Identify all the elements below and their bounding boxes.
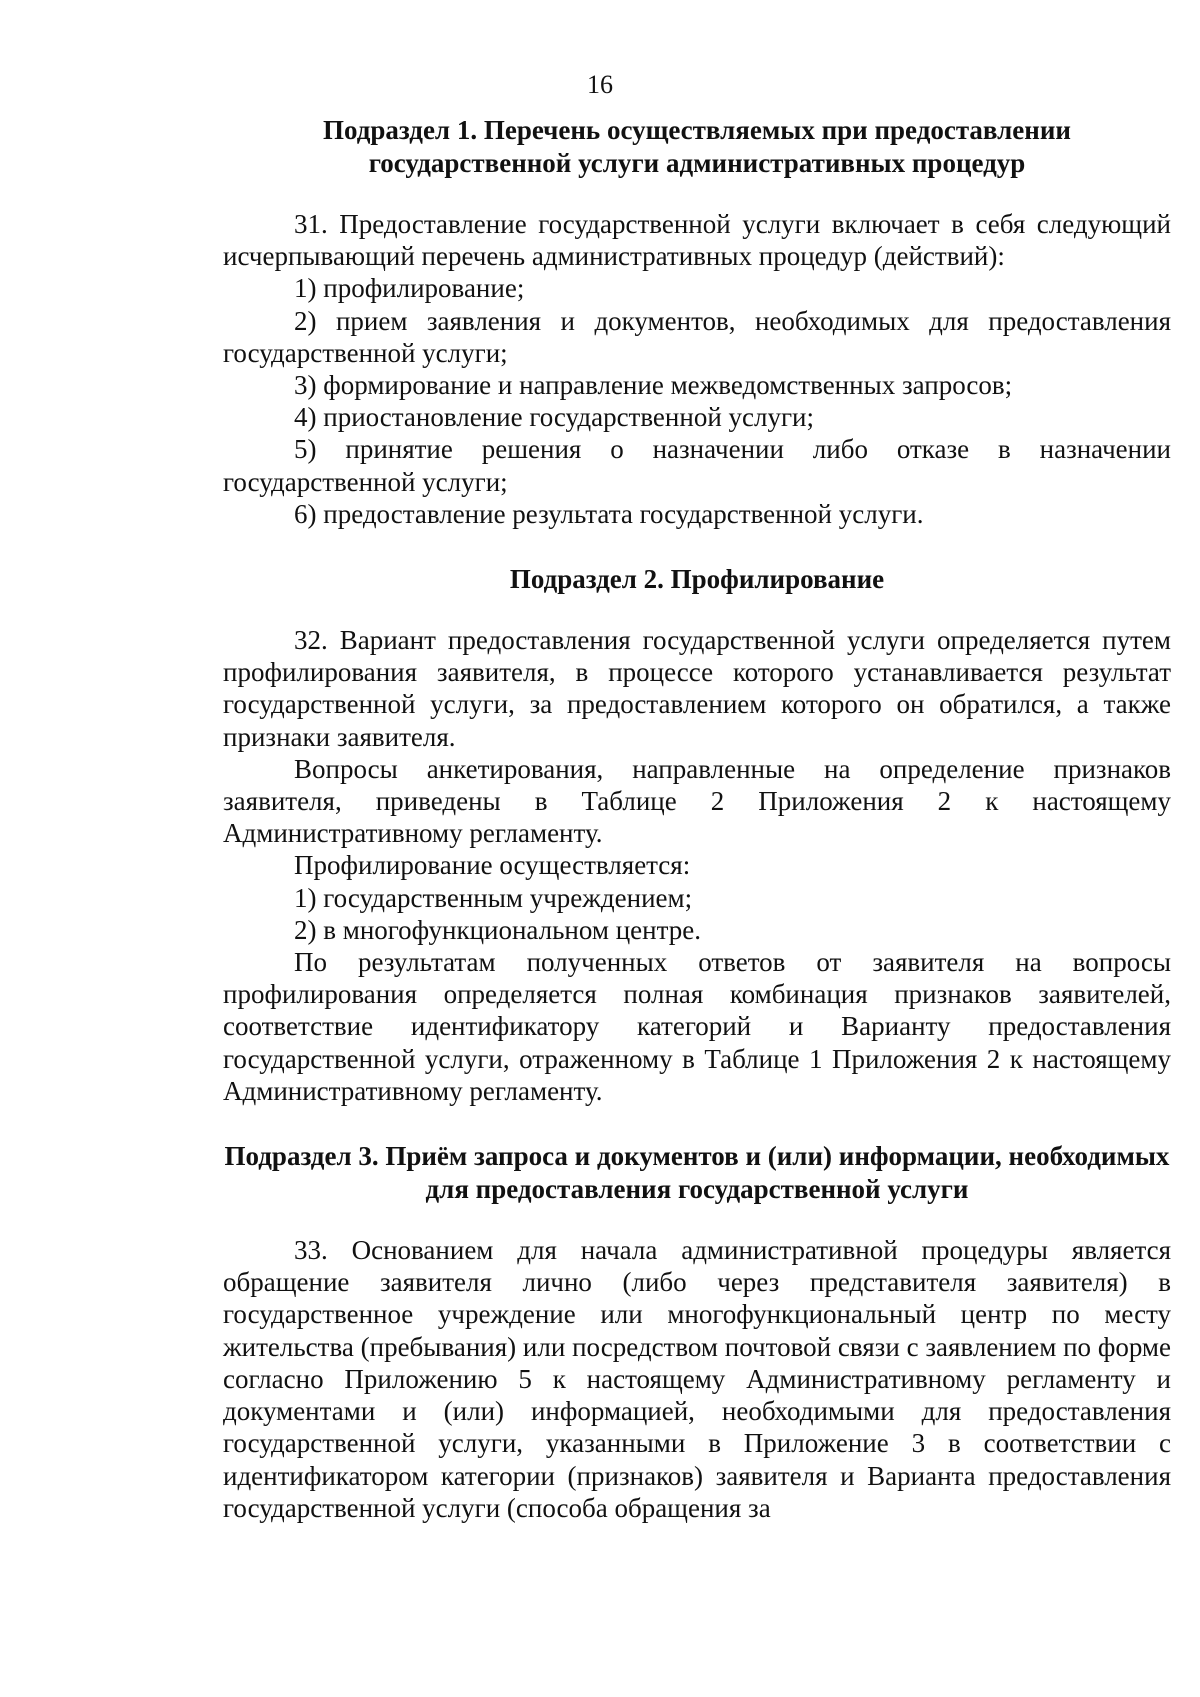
paragraph: 32. Вариант предоставления государственной услуги определяется путем профилирования заявителя, в процессе которого устанавливается результат государственной услуги, за предоставлением которого он обратился, а также признаки заявителя.: [223, 625, 1171, 752]
paragraph: 33. Основанием для начала административной процедуры является обращение заявителя лично (либо через представителя заявителя) в государственное учреждение или многофункциональный центр по месту жительства (пребывания) или посредством почтовой связи с заявлением по форме согласно Приложению 5 к настоящему Административному регламенту и документами и (или) информацией, необходимыми для предоставления государственной услуги, указанными в Приложение 3 в соответствии с идентификатором категории (признаков) заявителя и Варианта предоставления государственной услуги (способа обращения за: [223, 1235, 1171, 1523]
subsection-3-heading: Подраздел 3. Приём запроса и документов и (или) информации, необходимых для предоставления государственной услуги: [224, 1141, 1170, 1205]
list-item: 5) принятие решения о назначении либо отказе в назначении государственной услуги;: [223, 434, 1171, 497]
paragraph: Вопросы анкетирования, направленные на определение признаков заявителя, приведены в Таблице 2 Приложения 2 к настоящему Административному регламенту.: [223, 753, 1171, 849]
paragraph: Профилирование осуществляется:: [294, 850, 691, 881]
page-number: 16: [587, 70, 613, 99]
subsection-2-heading: Подраздел 2. Профилирование: [509, 564, 885, 595]
list-item: 1) профилирование;: [294, 273, 525, 304]
list-item: 4) приостановление государственной услуги;: [294, 402, 815, 433]
list-item: 3) формирование и направление межведомственных запросов;: [294, 370, 1013, 401]
list-item: 2) в многофункциональном центре.: [294, 914, 701, 945]
subsection-1-heading: Подраздел 1. Перечень осуществляемых при предоставлении государственной услуги административных процедур: [323, 115, 1071, 178]
list-item: 6) предоставление результата государственной услуги.: [294, 498, 924, 529]
paragraph: По результатам полученных ответов от заявителя на вопросы профилирования определяется полная комбинация признаков заявителей, соответствие идентификатору категорий и Варианту предоставления государственной услуги, отраженному в Таблице 1 Приложения 2 к настоящему Административному регламенту.: [223, 947, 1171, 1106]
list-item: 2) прием заявления и документов, необходимых для предоставления государственной услуги;: [223, 305, 1171, 368]
paragraph: 31. Предоставление государственной услуги включает в себя следующий исчерпывающий перечень административных процедур (действий):: [223, 209, 1171, 272]
list-item: 1) государственным учреждением;: [294, 882, 693, 913]
document-body: [223, 114, 1171, 1524]
